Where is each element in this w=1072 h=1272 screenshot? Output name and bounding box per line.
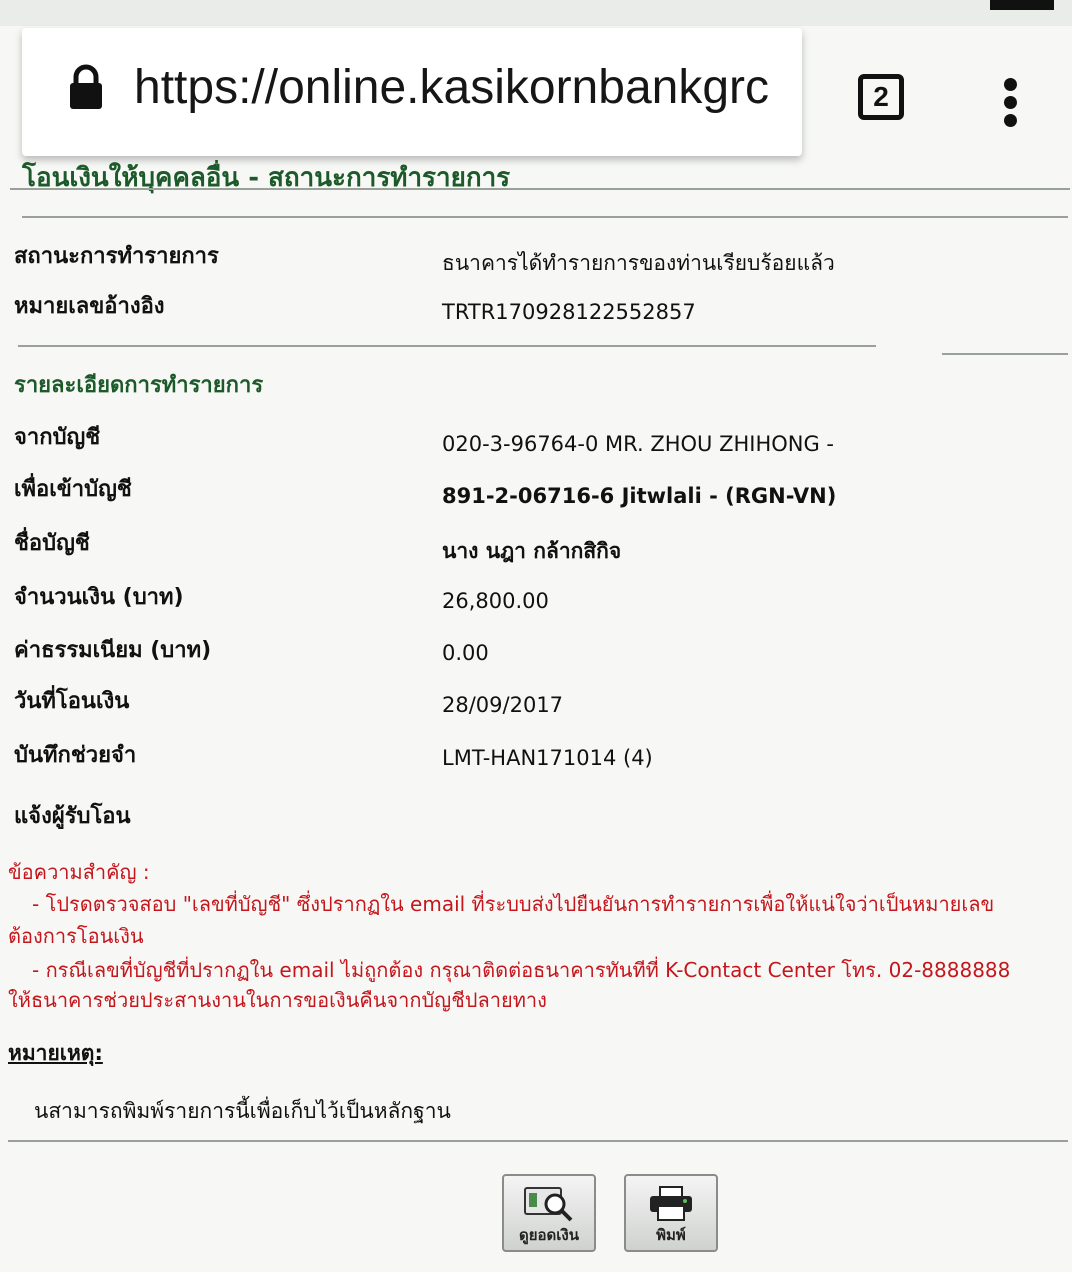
transfer-date-value: 28/09/2017 bbox=[442, 693, 564, 717]
page-title: โอนเงินให้บุคคลอื่น - สถานะการทำรายการ bbox=[22, 163, 511, 193]
transfer-date-label: วันที่โอนเงิน bbox=[14, 689, 130, 714]
url-text[interactable]: https://online.kasikornbankgrc bbox=[134, 61, 770, 114]
browser-address-bar[interactable] bbox=[22, 28, 802, 156]
reference-value: TRTR170928122552857 bbox=[442, 300, 696, 324]
notify-recipient-label: แจ้งผู้รับโอน bbox=[14, 804, 131, 829]
from-account-value: 020-3-96764-0 MR. ZHOU ZHIHONG - bbox=[442, 432, 835, 456]
from-account-label: จากบัญชี bbox=[14, 425, 101, 450]
notice-title: ข้อความสำคัญ : bbox=[8, 860, 150, 884]
view-balance-label: ดูยอดเงิน bbox=[519, 1226, 579, 1244]
magnify-money-icon bbox=[521, 1184, 577, 1224]
status-label: สถานะการทำรายการ bbox=[14, 244, 219, 269]
view-balance-button[interactable] bbox=[502, 1174, 596, 1252]
divider bbox=[18, 345, 876, 347]
divider bbox=[10, 188, 1070, 190]
fee-value: 0.00 bbox=[442, 641, 489, 665]
divider bbox=[8, 1140, 1068, 1142]
note-text: นสามารถพิมพ์รายการนี้เพื่อเก็บไว้เป็นหลักฐาน bbox=[34, 1099, 451, 1123]
to-account-label: เพื่อเข้าบัญชี bbox=[14, 477, 132, 502]
memo-value: LMT-HAN171014 (4) bbox=[442, 746, 653, 770]
status-strip bbox=[0, 0, 1072, 26]
lock-icon bbox=[68, 64, 104, 110]
print-button[interactable] bbox=[624, 1174, 718, 1252]
notice-line: - โปรดตรวจสอบ "เลขที่บัญชี" ซึ่งปรากฏใน email ที่ระบบส่งไปยืนยันการทำรายการเพื่อให้แน่ใจว่าเป็นหมายเลข bbox=[32, 892, 995, 916]
reference-label: หมายเลขอ้างอิง bbox=[14, 294, 165, 319]
divider bbox=[22, 216, 1068, 218]
overflow-menu-icon[interactable] bbox=[996, 78, 1024, 130]
print-label: พิมพ์ bbox=[656, 1226, 686, 1244]
printer-icon bbox=[646, 1184, 696, 1224]
note-title: หมายเหตุ: bbox=[8, 1041, 103, 1065]
to-account-value: 891-2-06716-6 Jitwlali - (RGN-VN) bbox=[442, 484, 837, 508]
amount-label: จำนวนเงิน (บาท) bbox=[14, 585, 184, 610]
notice-line: - กรณีเลขที่บัญชีที่ปรากฏใน email ไม่ถูกต้อง กรุณาติดต่อธนาคารทันทีที่ K-Contact Center โทร. 02-8888888 bbox=[32, 958, 1011, 982]
account-name-label: ชื่อบัญชี bbox=[14, 531, 90, 556]
tab-switcher-button[interactable]: 2 bbox=[858, 74, 904, 120]
amount-value: 26,800.00 bbox=[442, 589, 549, 613]
details-section-title: รายละเอียดการทำรายการ bbox=[14, 373, 264, 398]
memo-label: บันทึกช่วยจำ bbox=[14, 743, 137, 768]
status-value: ธนาคารได้ทำรายการของท่านเรียบร้อยแล้ว bbox=[442, 251, 835, 275]
notice-line: ต้องการโอนเงิน bbox=[8, 924, 144, 948]
notice-line: ให้ธนาคารช่วยประสานงานในการขอเงินคืนจากบัญชีปลายทาง bbox=[8, 988, 547, 1012]
divider bbox=[942, 353, 1068, 355]
fee-label: ค่าธรรมเนียม (บาท) bbox=[14, 638, 212, 663]
account-name-value: นาง นฎา กล้ากสิกิจ bbox=[442, 539, 622, 563]
